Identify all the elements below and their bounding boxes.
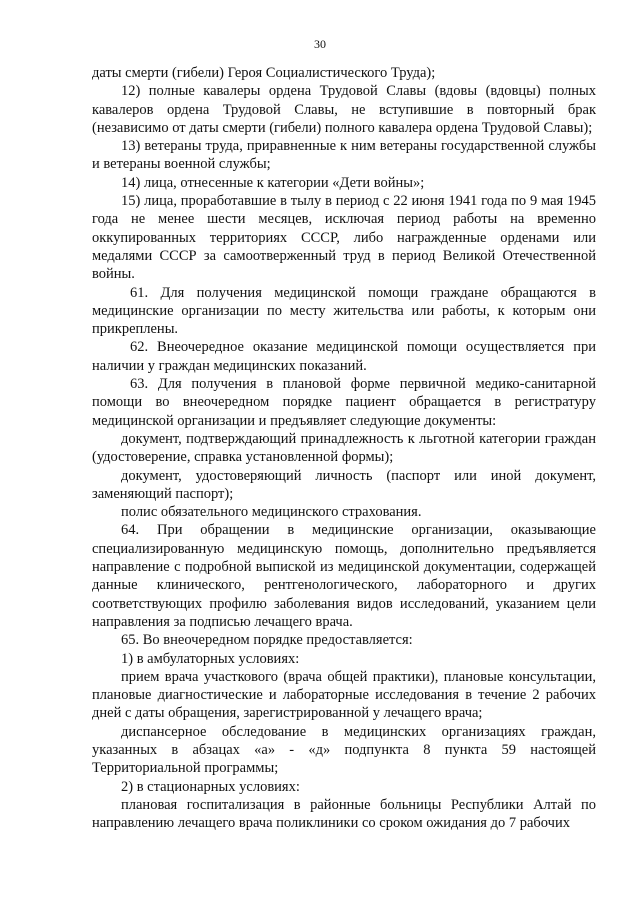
paragraph-document-benefit: документ, подтверждающий принадлежность к льготной категории граждан (удостоверение, справка установленной формы); xyxy=(92,430,596,466)
paragraph-item-14: 14) лица, отнесенные к категории «Дети войны»; xyxy=(121,174,425,191)
paragraph-outpatient-dispensary: диспансерное обследование в медицинских организациях граждан, указанных в абзацах «а» - «д» подпункта 8 пункта 59 настоящей Территориальной программы; xyxy=(92,723,596,777)
paragraph-item-12: 12) полные кавалеры ордена Трудовой Славы (вдовы (вдовцы) полных кавалеров ордена Трудовой Славы, не вступившие в повторный брак (независимо от даты смерти (гибели) полного кавалера ордена Трудовой Славы); xyxy=(92,83,596,136)
paragraph-65-1: 1) в амбулаторных условиях: xyxy=(121,650,300,667)
paragraph-inpatient-planned: плановая госпитализация в районные больницы Республики Алтай по направлению лечащего врача поликлиники со сроком ожидания до 7 рабочих xyxy=(92,796,596,832)
paragraph-outpatient-appointment: прием врача участкового (врача общей практики), плановые консультации, плановые диагностические и лабораторные исследования в течение 2 рабочих дней с даты обращения, зарегистрированной у лечащего врача; xyxy=(92,668,596,722)
paragraph-61: 61. Для получения медицинской помощи граждане обращаются в медицинские организации по месту жительства или работы, к которым они прикреплены. xyxy=(92,284,596,338)
paragraph-65-2: 2) в стационарных условиях: xyxy=(121,778,300,795)
document-body xyxy=(92,64,596,832)
paragraph-65: 65. Во внеочередном порядке предоставляется: xyxy=(121,632,413,649)
paragraph-item-15: 15) лица, проработавшие в тылу в период с 22 июня 1941 года по 9 мая 1945 года не менее шести месяцев, исключая период работы на временно оккупированных территориях СССР, либо награжденные орденами или медалями СССР за самоотверженный труд в период Великой Отечественной войны. xyxy=(92,193,596,283)
paragraph-64: 64. При обращении в медицинские организации, оказывающие специализированную медицинскую помощь, дополнительно предъявляется направление с подробной выпиской из медицинской документации, содержащей данные клинического, рентгенологического, лабораторного и других соответствующих профилю заболевания видов исследований, указанием цели направления за подписью лечащего врача. xyxy=(92,522,596,630)
paragraph-63: 63. Для получения в плановой форме первичной медико-санитарной помощи во внеочередном порядке пациент обращается в регистратуру медицинской организации и предъявляет следующие документы: xyxy=(92,376,596,429)
paragraph-item-13: 13) ветераны труда, приравненные к ним ветераны государственной службы и ветераны военной службы; xyxy=(92,138,596,173)
paragraph-62: 62. Внеочередное оказание медицинской помощи осуществляется при наличии у граждан медицинских показаний. xyxy=(92,339,596,374)
paragraph-document-policy: полис обязательного медицинского страхования. xyxy=(121,504,422,521)
paragraph-continuation: даты смерти (гибели) Героя Социалистического Труда); xyxy=(92,65,436,81)
page-number: 30 xyxy=(314,37,326,51)
paragraph-document-identity: документ, удостоверяющий личность (паспорт или иной документ, заменяющий паспорт); xyxy=(92,467,596,502)
